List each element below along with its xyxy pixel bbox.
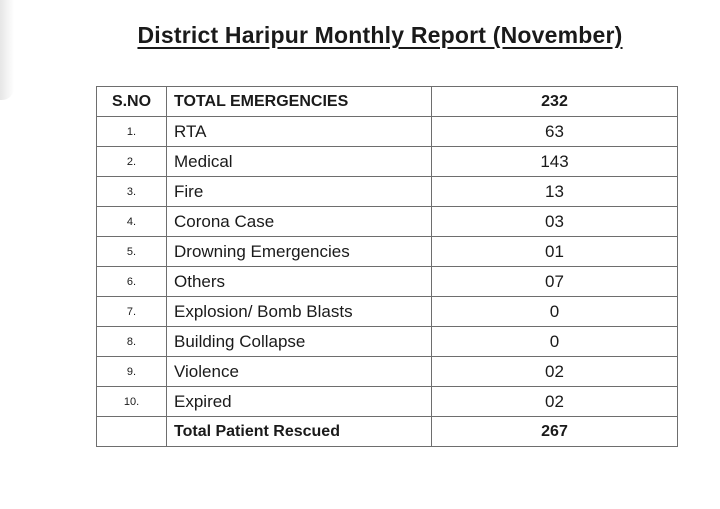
row-sno: 4. [97,207,167,237]
row-sno: 7. [97,297,167,327]
row-value: 13 [432,177,678,207]
row-category: Drowning Emergencies [167,237,432,267]
table-row [97,177,678,207]
row-value: 0 [432,297,678,327]
table-row [97,357,678,387]
row-value: 02 [432,387,678,417]
row-value: 63 [432,117,678,147]
row-category: Others [167,267,432,297]
table-row [97,117,678,147]
total-sno-empty [97,417,167,447]
header-sno: S.NO [97,87,167,117]
row-category: Violence [167,357,432,387]
row-value: 03 [432,207,678,237]
row-value: 07 [432,267,678,297]
row-sno: 10. [97,387,167,417]
row-sno: 6. [97,267,167,297]
total-label: Total Patient Rescued [167,417,432,447]
row-sno: 9. [97,357,167,387]
page-edge-shadow [0,0,14,100]
table-header-row [97,87,678,117]
row-value: 143 [432,147,678,177]
row-category: Corona Case [167,207,432,237]
report-title: District Haripur Monthly Report (November) [137,22,623,48]
row-value: 02 [432,357,678,387]
row-sno: 3. [97,177,167,207]
header-category: TOTAL EMERGENCIES [167,87,432,117]
row-category: Building Collapse [167,327,432,357]
header-total-value: 232 [432,87,678,117]
row-category: Explosion/ Bomb Blasts [167,297,432,327]
table-row [97,237,678,267]
row-category: Medical [167,147,432,177]
table-row [97,267,678,297]
total-row [97,417,678,447]
row-sno: 2. [97,147,167,177]
table-row [97,207,678,237]
row-category: Expired [167,387,432,417]
table-row [97,297,678,327]
row-category: RTA [167,117,432,147]
row-value: 01 [432,237,678,267]
table-row [97,147,678,177]
table-row [97,387,678,417]
total-value: 267 [432,417,678,447]
row-sno: 5. [97,237,167,267]
row-category: Fire [167,177,432,207]
row-sno: 1. [97,117,167,147]
row-value: 0 [432,327,678,357]
row-sno: 8. [97,327,167,357]
report-table [96,86,678,447]
table-row [97,327,678,357]
